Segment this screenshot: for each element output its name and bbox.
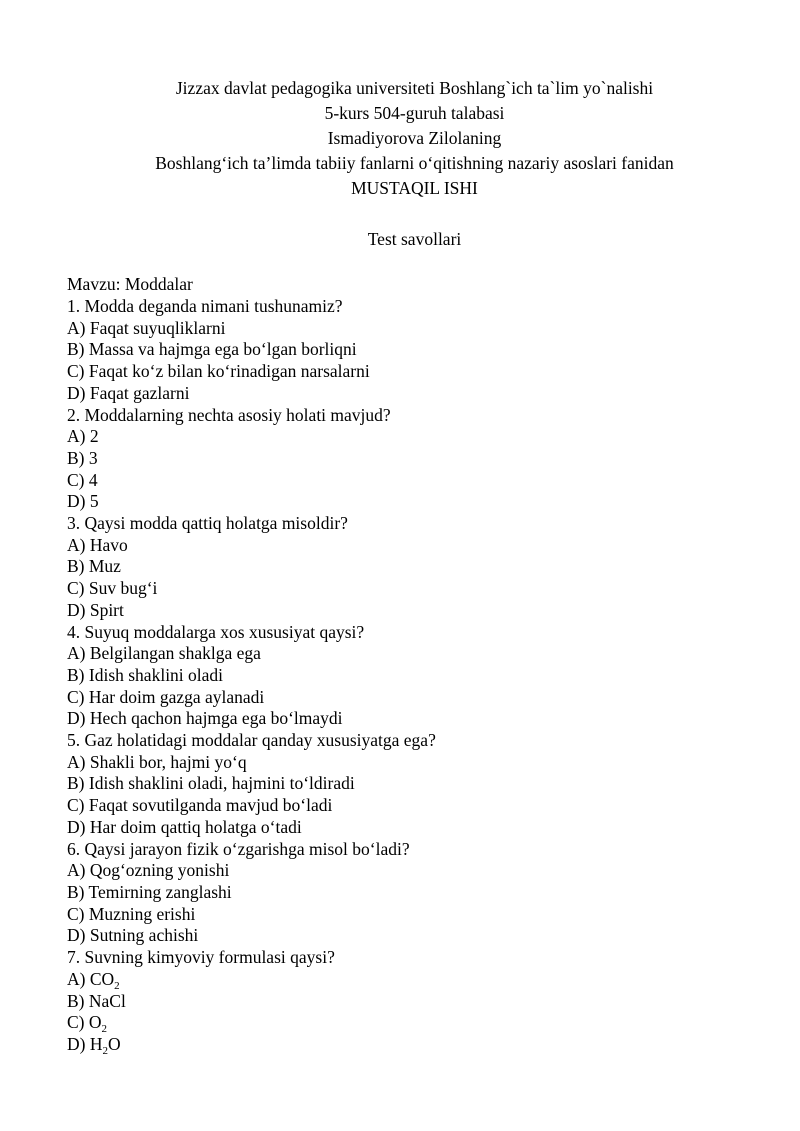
question-text: 5. Gaz holatidagi moddalar qanday xususiyatga ega? [67,730,436,751]
answer-option: C) Faqat sovutilganda mavjud bo‘ladi [67,795,333,816]
answer-option: B) 3 [67,447,98,468]
answer-option: C) 4 [67,469,98,490]
answer-option [67,1034,436,1056]
answer-option: D) Spirt [67,599,124,620]
formula-base: CO [89,968,115,989]
answer-option [67,969,436,991]
answer-option: C) Muzning erishi [67,903,196,924]
answer-option: A) Havo [67,534,128,555]
answer-option: B) Muz [67,556,121,577]
answer-option: A) Shakli bor, hajmi yo‘q [67,751,247,772]
formula-base: H [89,1033,103,1054]
topic-heading: Mavzu: Moddalar [67,274,193,294]
question-text: 6. Qaysi jarayon fizik o‘zgarishga misol bo‘ladi? [67,838,410,859]
answer-option: B) Idish shaklini oladi, hajmini to‘ldiradi [67,773,355,794]
answer-option: B) Massa va hajmga ega bo‘lgan borliqni [67,339,357,360]
question-text: 1. Modda deganda nimani tushunamiz? [67,296,343,316]
header-line-group: 5-kurs 504-guruh talabasi [324,103,505,123]
answer-label: D) [67,1033,86,1054]
formula-subscript: 2 [114,979,120,992]
answer-option: D) 5 [67,491,99,512]
answer-option: D) Hech qachon hajmga ega bo‘lmaydi [67,708,343,729]
question-text: 7. Suvning kimyoviy formulasi qaysi? [67,947,335,968]
answer-option: A) Faqat suyuqliklarni [67,317,226,338]
question-list [67,296,436,1056]
answer-option: D) Sutning achishi [67,925,199,946]
question-text: 2. Moddalarning nechta asosiy holati mavjud? [67,404,391,425]
answer-option: C) Faqat ko‘z bilan ko‘rinadigan narsalarni [67,361,370,382]
answer-option: B) Temirning zanglashi [67,881,232,902]
header-line-work-type: MUSTAQIL ISHI [351,178,478,198]
formula-tail: O [107,1033,121,1054]
answer-option: A) 2 [67,426,99,447]
answer-option: A) Belgilangan shaklga ega [67,643,261,664]
header-line-university: Jizzax davlat pedagogika universiteti Boshlang`ich ta`lim yo`nalishi [175,78,654,98]
answer-option [67,1012,436,1034]
question-text: 4. Suyuq moddalarga xos xususiyat qaysi? [67,621,365,642]
header-line-subject: Boshlang‘ich ta’limda tabiiy fanlarni o‘qitishning nazariy asoslari fanidan [155,153,674,173]
answer-label: A) [67,968,86,989]
answer-option: A) Qog‘ozning yonishi [67,860,230,881]
document-header [0,76,800,201]
answer-label: B) [67,990,85,1011]
question-text: 3. Qaysi modda qattiq holatga misoldir? [67,513,348,534]
answer-option: C) Suv bug‘i [67,578,158,599]
answer-option: D) Faqat gazlarni [67,382,190,403]
formula-base: O [88,1012,102,1033]
formula-subscript: 2 [101,1023,108,1036]
formula-base: NaCl [88,990,126,1011]
header-line-student: Ismadiyorova Zilolaning [327,128,502,148]
answer-option: D) Har doim qattiq holatga o‘tadi [67,816,302,837]
answer-option: B) Idish shaklini oladi [67,664,224,685]
answer-option [67,991,436,1013]
answer-option: C) Har doim gazga aylanadi [67,686,265,707]
document-subtitle: Test savollari [367,229,462,249]
answer-label: C) [67,1012,85,1033]
formula-subscript: 2 [102,1044,108,1057]
